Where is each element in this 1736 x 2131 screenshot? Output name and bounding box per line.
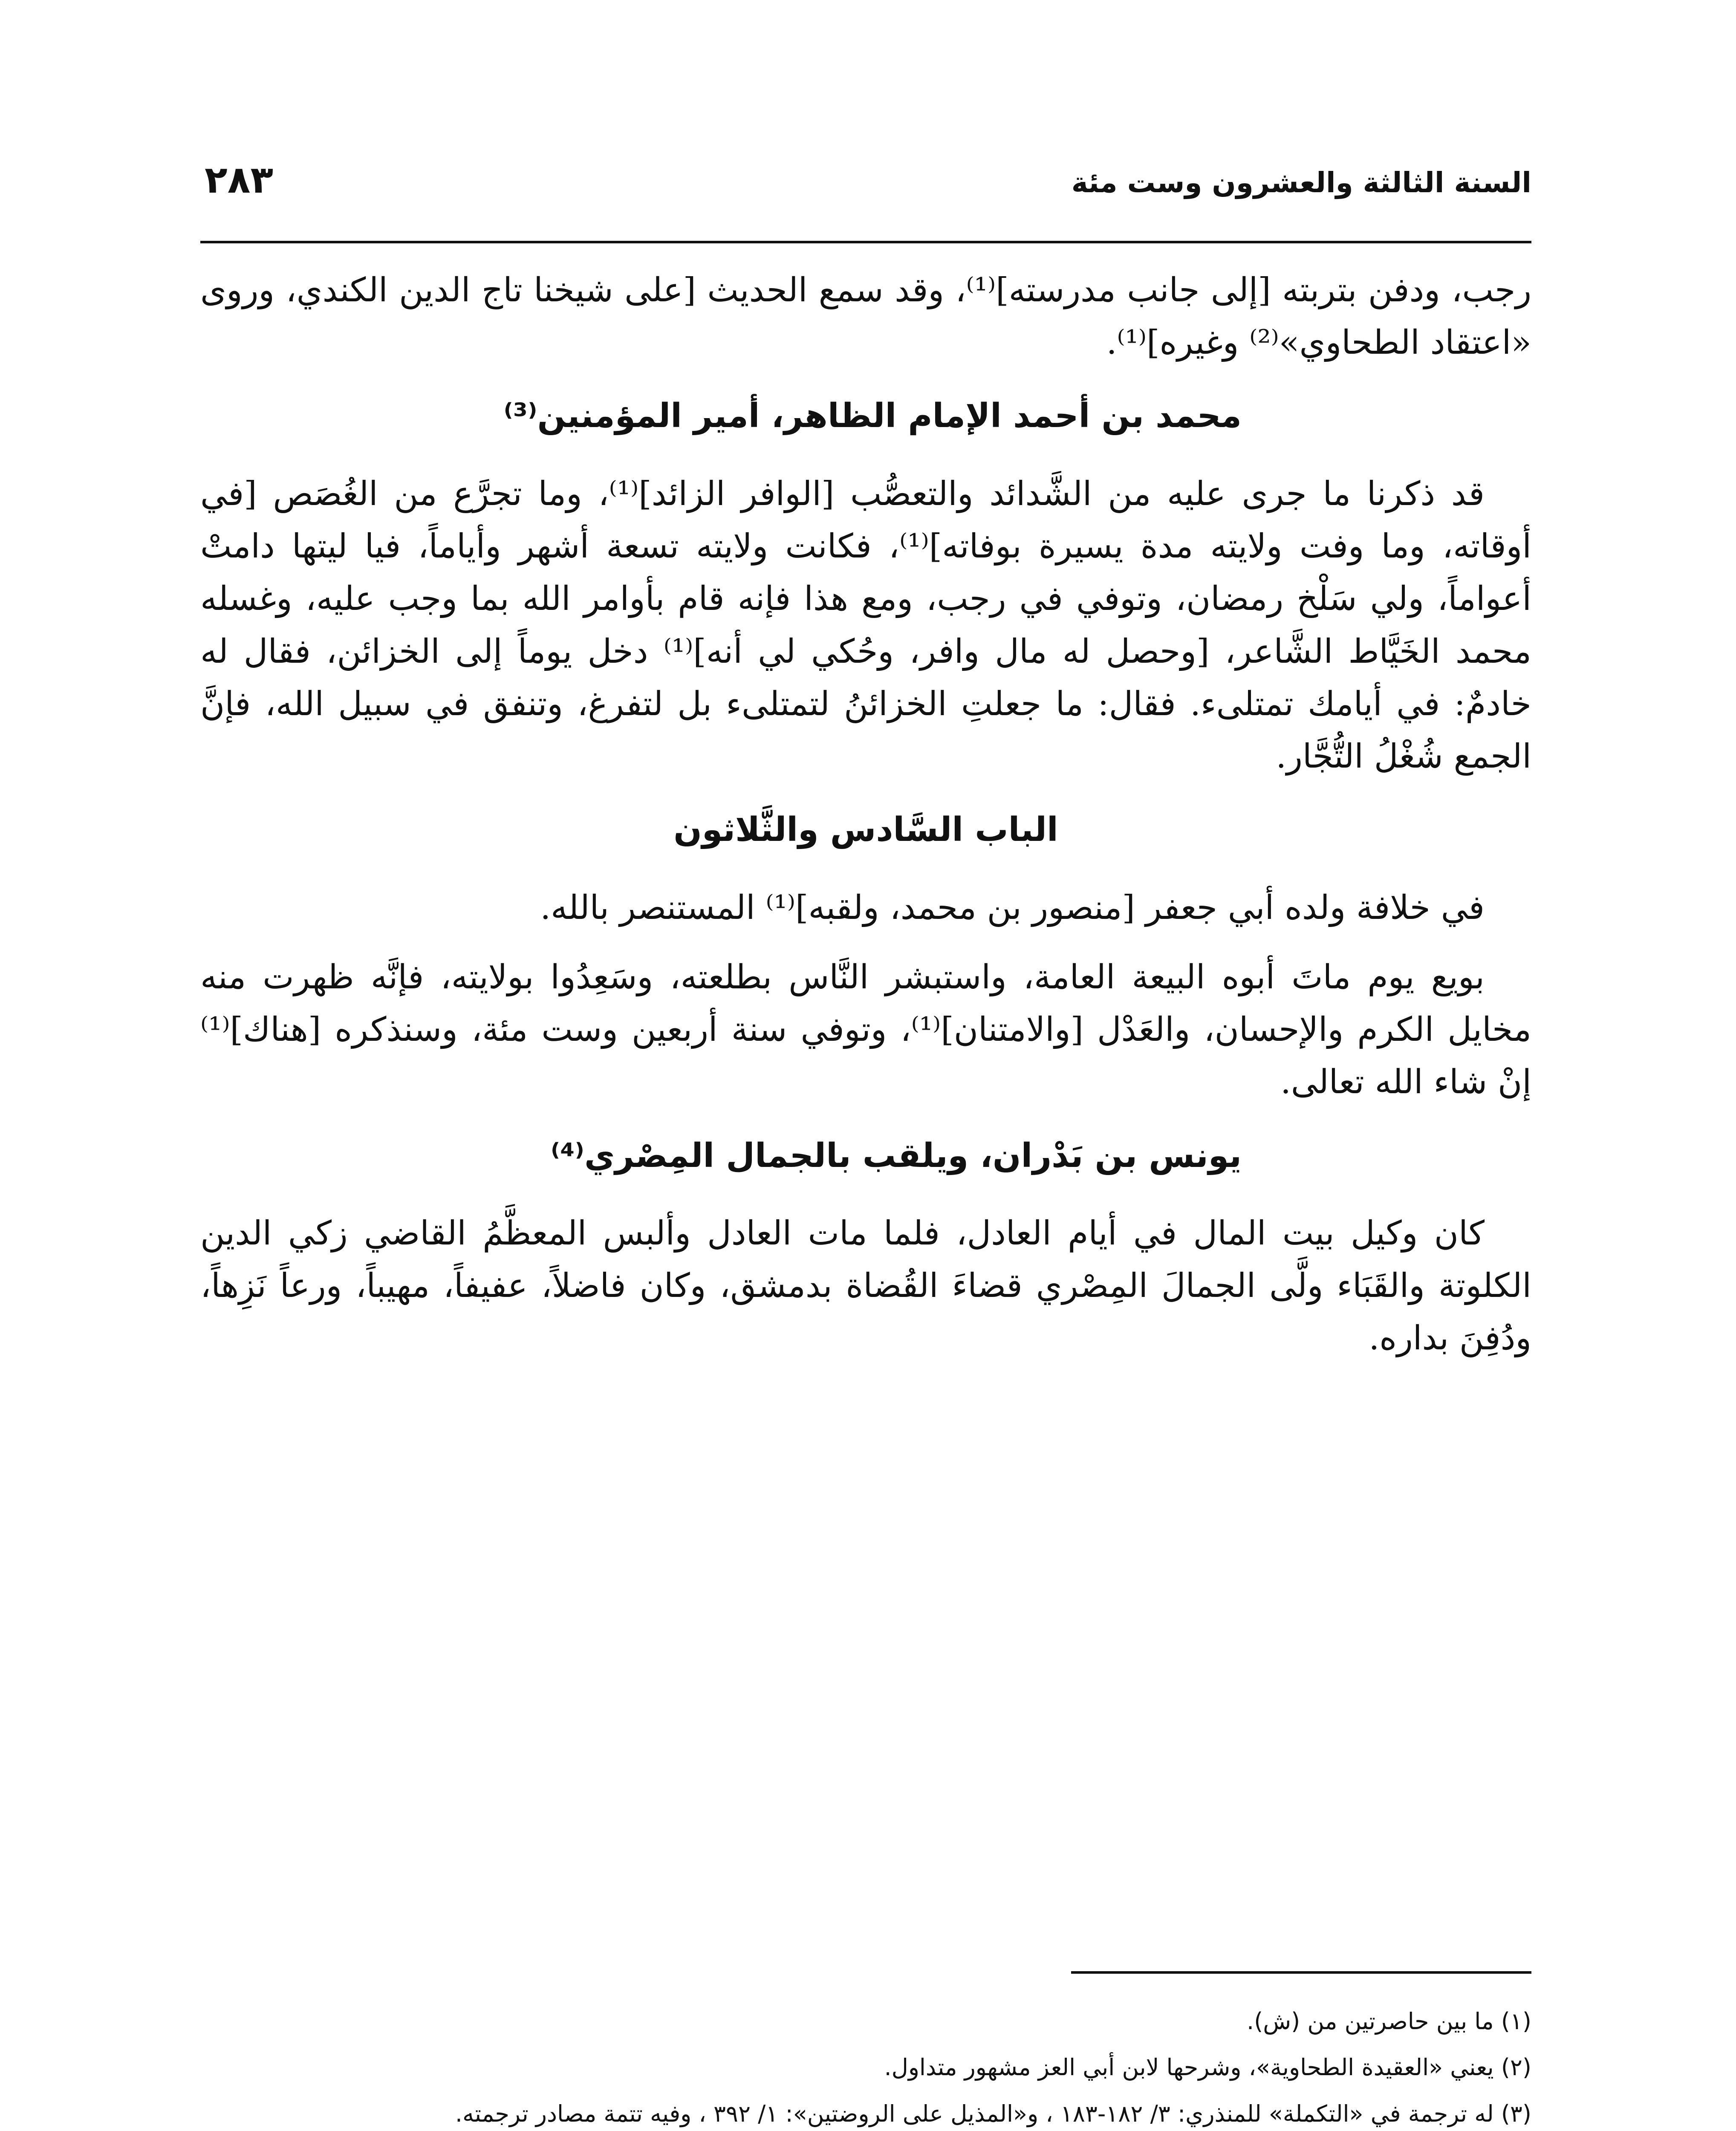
paragraph-al-mustansir: بويع يوم ماتَ أبوه البيعة العامة، واستبشر النَّاس بطلعته، وسَعِدُوا بولايته، فإنَّه ظهرت منه مخايل الكرم والإحسان، والعَدْل [والامتنان]⁽¹⁾، وتوفي سنة أربعين وست مئة، وسنذكره [هناك]⁽¹⁾ إنْ شاء الله تعالى. xyxy=(200,958,1531,1102)
footnotes xyxy=(200,2003,1531,2131)
chapter-heading: الباب السَّادس والثَّلاثون xyxy=(673,811,1058,849)
main-text xyxy=(200,264,1531,1382)
page-number: ٢٨٣ xyxy=(205,158,274,202)
footnote-3: (٣) له ترجمة في «التكملة» للمنذري: ٣/ ١٨٢-١٨٣ ، و«المذيل على الروضتين»: ١/ ٣٩٢ ، وفيه تتمة مصادر ترجمته. xyxy=(455,2100,1531,2127)
paragraph-continuation: رجب، ودفن بتربته [إلى جانب مدرسته]⁽¹⁾، وقد سمع الحديث [على شيخنا تاج الدين الكندي، وروى «اعتقاد الطحاوي»⁽²⁾ وغيره]⁽¹⁾. xyxy=(200,271,1531,362)
paragraph-al-zahir: قد ذكرنا ما جرى عليه من الشَّدائد والتعصُّب [الوافر الزائد]⁽¹⁾، وما تجرَّع من الغُصَص [في أوقاته، وما وفت ولايته مدة يسيرة بوفاته]⁽¹⁾، فكانت ولايته تسعة أشهر وأياماً، فيا ليتها دامتْ أعواماً، ولي سَلْخ رمضان، وتوفي في رجب، ومع هذا فإنه قام بأوامر الله بما وجب عليه، وغسله محمد الخَيَّاط الشَّاعر، [وحصل له مال وافر، وحُكي لي أنه]⁽¹⁾ دخل يوماً إلى الخزائن، فقال له خادمٌ: في أيامك تمتلىء. فقال: ما جعلتِ الخزائنُ لتمتلىء بل لتفرغ، وتنفق في سبيل الله، فإنَّ الجمع شُغْلُ التُّجَّار. xyxy=(200,474,1531,776)
footnote-1: (١) ما بين حاصرتين من (ش). xyxy=(1247,2008,1531,2035)
running-header-title: السنة الثالثة والعشرون وست مئة xyxy=(1071,166,1531,199)
footnote-separator xyxy=(1071,1971,1531,1974)
running-header xyxy=(200,158,1531,217)
paragraph-caliphate: في خلافة ولده أبي جعفر [منصور بن محمد، ولقبه]⁽¹⁾ المستنصر بالله. xyxy=(540,888,1485,927)
section-heading-yunus: يونس بن بَدْران، ويلقب بالجمال المِصْري⁽⁴⁾ xyxy=(550,1136,1242,1175)
section-heading-al-zahir: محمد بن أحمد الإمام الظاهر، أمير المؤمنين⁽³⁾ xyxy=(503,397,1242,436)
header-rule xyxy=(200,241,1531,243)
paragraph-yunus: كان وكيل بيت المال في أيام العادل، فلما مات العادل وألبس المعظَّمُ القاضي زكي الدين الكلوتة والقَبَاء ولَّى الجمالَ المِصْري قضاءَ القُضاة بدمشق، وكان فاضلاً، عفيفاً، مهيباً، ورعاً نَزِهاً، ودُفِنَ بداره. xyxy=(200,1214,1531,1358)
footnote-2: (٢) يعني «العقيدة الطحاوية»، وشرحها لابن أبي العز مشهور متداول. xyxy=(884,2054,1531,2081)
